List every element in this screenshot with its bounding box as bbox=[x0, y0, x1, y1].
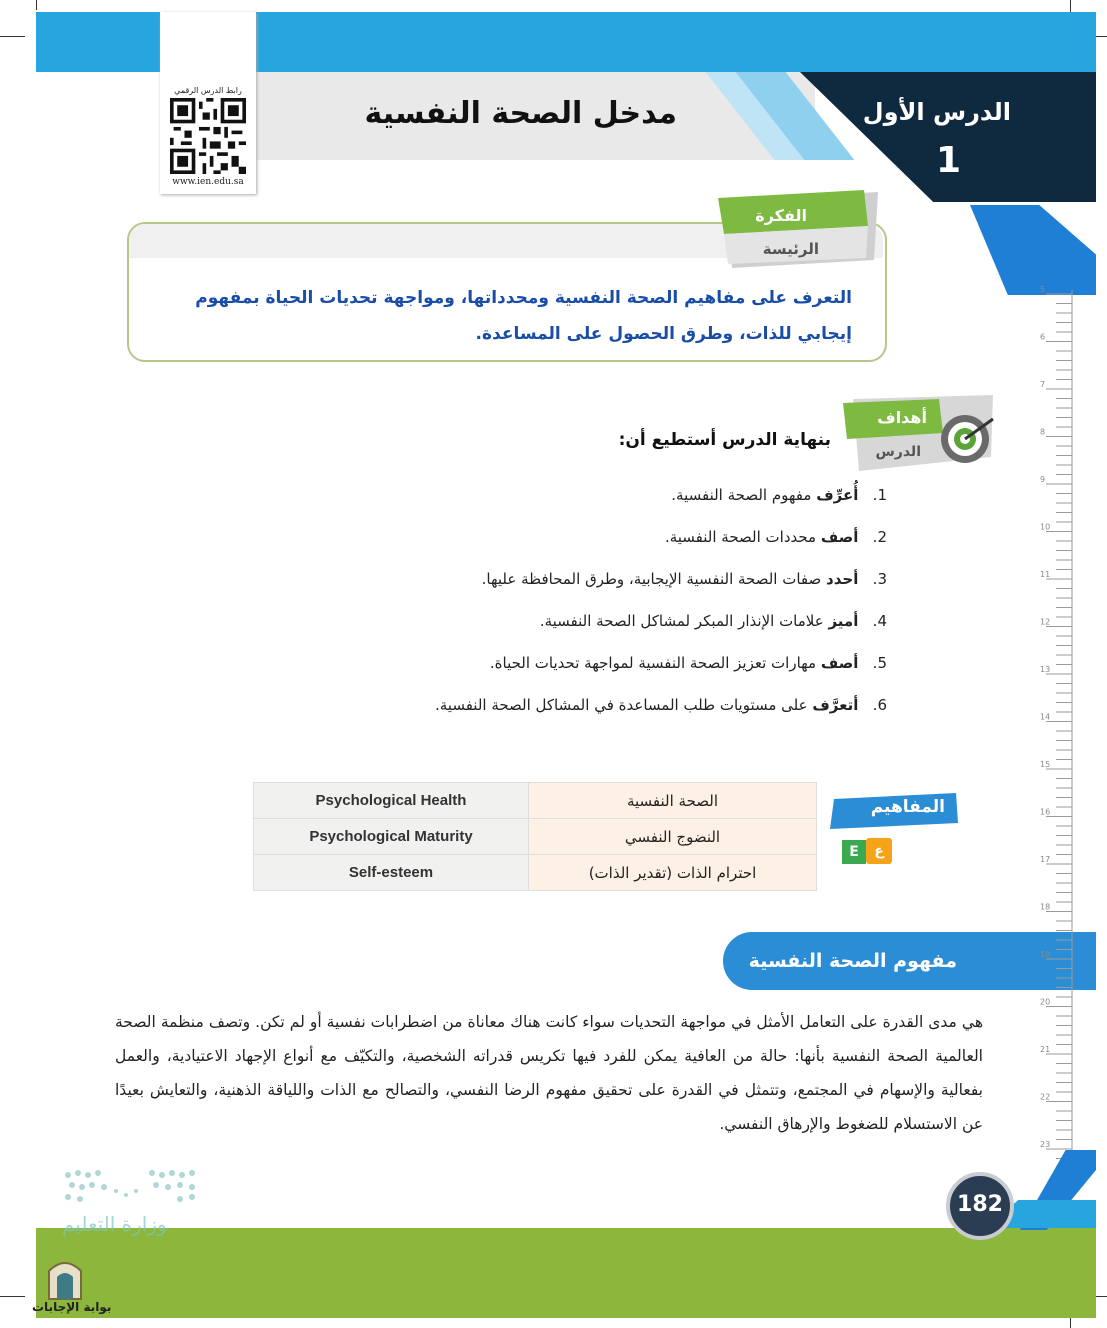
concept-ar: النضوج النفسي bbox=[529, 819, 817, 855]
objective-verb: أصف bbox=[820, 528, 859, 546]
portal-logo-icon[interactable] bbox=[45, 1255, 85, 1299]
section-body: هي مدى القدرة على التعامل الأمثل في مواجهة التحديات سواء كانت هناك معاناة من اضطرابات نفسية أو لم تكن. وتصف منظمة الصحة العالمية الصحة النفسية بأنها: حالة من العافية يمكن للفرد فيها تكريس قدراته الشخصية، والتكيّف مع أنواع الإجهاد الاعتيادية، والعمل بفعالية والإسهام في المجتمع، وتتمثل في القدرة على تحقيق مفهوم الرضا النفسي، والتصالح مع الذات واللياقة الذهنية، والتعايش بعيدًا عن الاستسلام للضغوط والإرهاق النفسي. bbox=[115, 1013, 983, 1133]
ruler-label: 21 bbox=[1040, 1045, 1051, 1054]
page-number: 182 bbox=[957, 1192, 1003, 1217]
english-icon: E bbox=[842, 840, 866, 864]
crop-mark bbox=[0, 1296, 25, 1297]
objective-item bbox=[490, 654, 887, 672]
objective-item bbox=[435, 696, 887, 714]
objectives-badge-icon bbox=[843, 395, 998, 475]
crop-mark bbox=[36, 0, 37, 10]
portal-name[interactable]: بوابة الإجابات bbox=[32, 1300, 112, 1314]
ruler-label: 22 bbox=[1040, 1092, 1051, 1102]
objective-text: صفات الصحة النفسية الإيجابية، وطرق المحافظة عليها. bbox=[481, 570, 827, 588]
ruler-label: 14 bbox=[1040, 712, 1051, 722]
qr-code-icon bbox=[170, 98, 246, 174]
page-title: مدخل الصحة النفسية bbox=[364, 96, 677, 131]
ruler-label: 18 bbox=[1040, 902, 1051, 912]
ministry-name: وزارة التعليم bbox=[62, 1212, 167, 1236]
lesson-label: الدرس الأول bbox=[862, 98, 1011, 126]
qr-card[interactable] bbox=[160, 12, 256, 194]
ruler-label: 7 bbox=[1040, 380, 1046, 389]
objective-item bbox=[671, 486, 887, 504]
qr-url[interactable]: www.ien.edu.sa bbox=[172, 177, 244, 187]
concept-en: Psychological Health bbox=[254, 783, 529, 819]
ruler-label: 20 bbox=[1040, 997, 1051, 1007]
ruler-label: 23 bbox=[1040, 1140, 1051, 1149]
objective-verb: أحدد bbox=[826, 570, 859, 588]
side-ruler bbox=[1040, 285, 1072, 1170]
objective-number: 1. bbox=[872, 486, 887, 504]
ruler-label: 13 bbox=[1040, 665, 1051, 674]
ruler-label: 10 bbox=[1040, 522, 1051, 532]
ruler-label: 12 bbox=[1040, 617, 1051, 627]
objective-text: مفهوم الصحة النفسية. bbox=[671, 486, 817, 504]
concept-ar: احترام الذات (تقدير الذات) bbox=[529, 855, 817, 891]
objective-text: مهارات تعزيز الصحة النفسية لمواجهة تحديات الحياة. bbox=[489, 654, 821, 672]
main-idea-text: التعرف على مفاهيم الصحة النفسية ومحدداتها، ومواجهة تحديات الحياة بمفهوم إيجابي للذات، وطرق الحصول على المساعدة. bbox=[195, 288, 852, 344]
concepts-label: المفاهيم bbox=[870, 797, 945, 817]
ruler-label: 5 bbox=[1040, 285, 1046, 294]
objectives-label: الدرس bbox=[875, 444, 921, 460]
concept-ar: الصحة النفسية bbox=[529, 783, 817, 819]
concept-en: Self-esteem bbox=[254, 855, 529, 891]
ruler-label: 8 bbox=[1040, 427, 1046, 437]
concepts-table bbox=[253, 782, 817, 891]
ruler-label: 19 bbox=[1040, 950, 1051, 959]
objectives-intro: بنهاية الدرس أستطيع أن: bbox=[618, 430, 831, 450]
main-idea-label: الرئيسة bbox=[762, 240, 819, 258]
crop-mark bbox=[0, 36, 25, 37]
objectives-label: أهداف bbox=[877, 408, 927, 427]
objective-item bbox=[665, 528, 887, 546]
objective-text: علامات الإنذار المبكر لمشاكل الصحة النفسية. bbox=[539, 612, 829, 630]
ruler-label: 6 bbox=[1040, 332, 1046, 342]
objective-text: محددات الصحة النفسية. bbox=[664, 528, 821, 546]
table-row bbox=[254, 783, 817, 819]
objective-verb: أُعرِّف bbox=[816, 486, 859, 504]
objective-text: على مستويات طلب المساعدة في المشاكل الصحة النفسية. bbox=[434, 696, 813, 714]
objective-number: 6. bbox=[872, 696, 887, 714]
ruler-label: 17 bbox=[1040, 855, 1051, 864]
arabic-icon: ع bbox=[866, 838, 892, 864]
objective-verb: أصف bbox=[820, 654, 859, 672]
objective-verb: أميز bbox=[828, 612, 859, 630]
objective-number: 3. bbox=[872, 570, 887, 588]
objective-number: 5. bbox=[872, 654, 887, 672]
lesson-band bbox=[800, 72, 1096, 202]
footer-band bbox=[36, 1228, 1096, 1318]
ruler-label: 16 bbox=[1040, 807, 1051, 817]
main-idea-label: الفكرة bbox=[755, 206, 807, 225]
objective-item bbox=[482, 570, 887, 588]
objective-number: 2. bbox=[872, 528, 887, 546]
table-row bbox=[254, 819, 817, 855]
objective-verb: أتعرَّف bbox=[812, 696, 859, 714]
objective-number: 4. bbox=[872, 612, 887, 630]
concept-en: Psychological Maturity bbox=[254, 819, 529, 855]
objective-item bbox=[540, 612, 887, 630]
ruler-label: 11 bbox=[1040, 570, 1051, 579]
ruler-label: 9 bbox=[1040, 475, 1046, 484]
decor-triangle bbox=[970, 205, 1096, 295]
table-row bbox=[254, 855, 817, 891]
section-title: مفهوم الصحة النفسية bbox=[748, 950, 957, 972]
lesson-number: 1 bbox=[935, 140, 961, 181]
qr-label: رابط الدرس الرقمي bbox=[174, 86, 242, 95]
ruler-label: 15 bbox=[1040, 760, 1051, 769]
